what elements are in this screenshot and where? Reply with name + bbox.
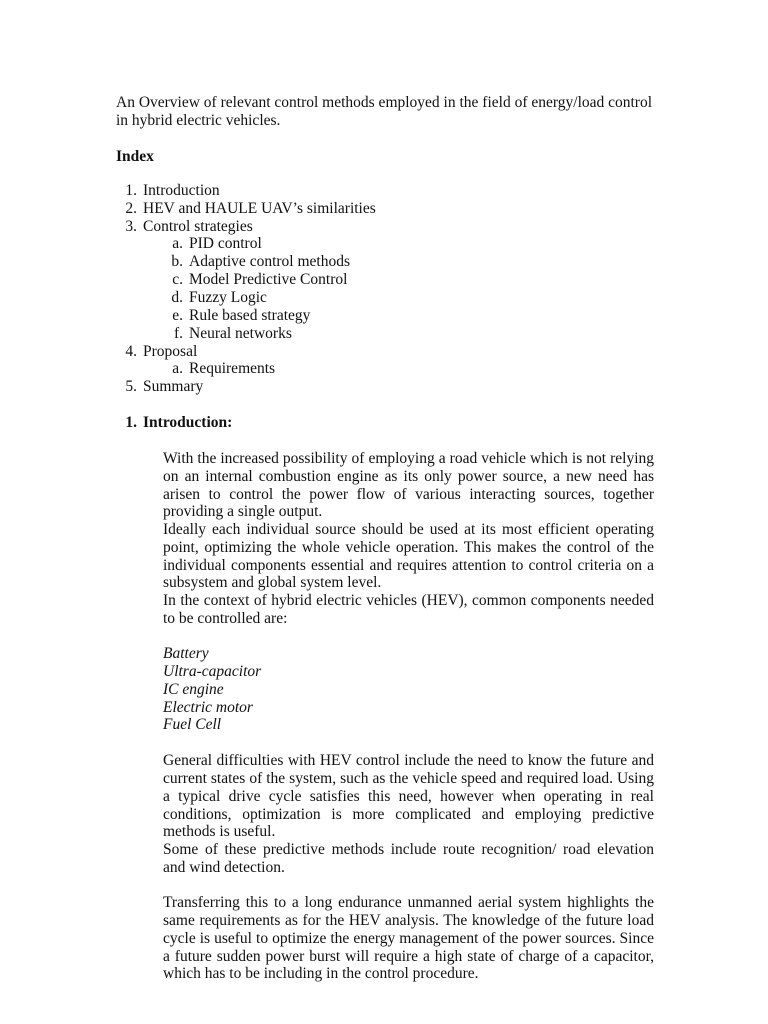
- paragraph-line: same requirements as for the HEV analysis. The knowledge of the future load: [163, 912, 654, 929]
- index-item-label: Rule based strategy: [189, 307, 311, 324]
- index-item-label: Model Predictive Control: [189, 271, 348, 288]
- section-title: Introduction:: [143, 414, 233, 431]
- index-item-label: Fuzzy Logic: [189, 289, 267, 306]
- document-title-line-1: An Overview of relevant control methods employed in the field of energy/load control: [116, 94, 653, 111]
- index-item-label: Control strategies: [143, 218, 253, 235]
- index-item-label: Neural networks: [189, 325, 292, 342]
- paragraph-line: on an internal combustion engine as its only power source, a new need has: [163, 468, 654, 485]
- paragraph-line: subsystem and global system level.: [163, 574, 382, 591]
- paragraph-line: which has to be including in the control procedure.: [163, 965, 479, 982]
- section-number: 1.: [125, 414, 137, 431]
- index-item-number: 1.: [125, 182, 137, 199]
- index-item-similarities: [115, 200, 376, 218]
- index-subitem-mpc: [161, 271, 347, 289]
- paragraph-line: methods is useful.: [163, 823, 276, 840]
- index-heading: Index: [116, 148, 154, 165]
- index-item-number: a.: [172, 360, 183, 377]
- paragraph-line: cycle is useful to optimize the energy management of the power sources. Since: [163, 930, 654, 947]
- document-title-line-2: in hybrid electric vehicles.: [116, 112, 281, 129]
- component-fuel-cell: Fuel Cell: [163, 716, 222, 733]
- paragraph-line: arisen to control the power flow of various interacting sources, together: [163, 486, 654, 503]
- index-subitem-neural: [161, 325, 292, 343]
- index-item-label: PID control: [189, 235, 262, 252]
- paragraph-line: conditions, optimization is more complicated and employing predictive: [163, 806, 654, 823]
- index-subitem-pid: [161, 235, 262, 253]
- paragraph-line: Ideally each individual source should be used at its most efficient operating: [163, 521, 654, 538]
- paragraph-line: current states of the system, such as the vehicle speed and required load. Using: [163, 770, 654, 787]
- index-item-label: Requirements: [189, 360, 276, 377]
- index-item-number: a.: [172, 235, 183, 252]
- index-item-summary: [115, 378, 203, 396]
- paragraph-line: individual components essential and requires attention to control criteria on a: [163, 557, 654, 574]
- index-item-label: Proposal: [143, 343, 198, 360]
- component-electric-motor: Electric motor: [163, 699, 253, 716]
- index-subitem-rule-based: [161, 307, 310, 325]
- paragraph-line: to be controlled are:: [163, 610, 288, 627]
- index-item-number: b.: [171, 253, 183, 270]
- component-ultra-capacitor: Ultra-capacitor: [163, 663, 262, 680]
- index-item-number: 5.: [125, 378, 137, 395]
- paragraph-line: a future sudden power burst will require a high state of charge of a capacitor,: [163, 948, 654, 965]
- paragraph-line: In the context of hybrid electric vehicles (HEV), common components needed: [163, 592, 654, 609]
- component-battery: Battery: [163, 645, 209, 662]
- index-item-number: d.: [171, 289, 183, 306]
- index-subitem-requirements: [161, 360, 275, 378]
- index-item-control-strategies: [115, 218, 253, 236]
- paragraph-line: a typical drive cycle satisfies this need, however when operating in real: [163, 788, 654, 805]
- index-item-introduction: [115, 182, 220, 200]
- index-item-number: 4.: [125, 343, 137, 360]
- paragraph-line: point, optimizing the whole vehicle operation. This makes the control of the: [163, 539, 654, 556]
- paragraph-line: With the increased possibility of employing a road vehicle which is not relying: [163, 450, 654, 467]
- index-subitem-fuzzy: [161, 289, 267, 307]
- paragraph-line: Some of these predictive methods include route recognition/ road elevation: [163, 841, 654, 858]
- component-ic-engine: IC engine: [163, 681, 224, 698]
- paragraph-line: and wind detection.: [163, 859, 285, 876]
- index-item-number: f.: [173, 325, 183, 342]
- index-item-number: c.: [172, 271, 183, 288]
- index-item-label: Adaptive control methods: [189, 253, 350, 270]
- index-item-label: Summary: [143, 378, 204, 395]
- index-item-proposal: [115, 343, 197, 361]
- paragraph-line: providing a single output.: [163, 503, 323, 520]
- index-item-label: HEV and HAULE UAV’s similarities: [143, 200, 376, 217]
- index-item-label: Introduction: [143, 182, 220, 199]
- index-item-number: 2.: [125, 200, 137, 217]
- paragraph-line: General difficulties with HEV control include the need to know the future and: [163, 752, 654, 769]
- index-item-number: 3.: [125, 218, 137, 235]
- index-subitem-adaptive: [161, 253, 350, 271]
- section-heading-introduction: [115, 414, 232, 432]
- index-item-number: e.: [172, 307, 183, 324]
- paragraph-line: Transferring this to a long endurance unmanned aerial system highlights the: [163, 894, 654, 911]
